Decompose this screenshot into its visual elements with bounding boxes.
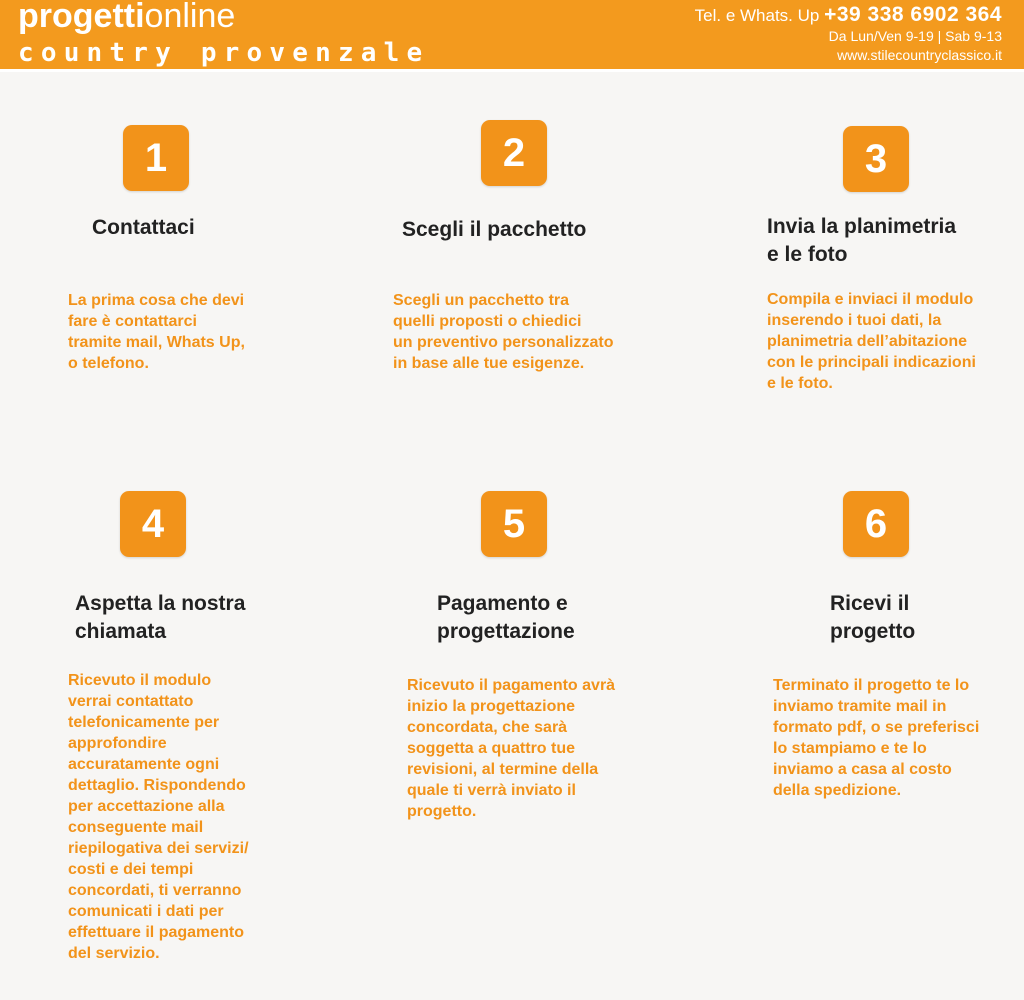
step-5-title (437, 590, 575, 646)
step-title-line: Scegli il pacchetto (402, 218, 587, 241)
step-3-number-badge: 3 (843, 126, 909, 192)
step-title-line: Aspetta la nostra (75, 592, 246, 615)
brand-name-bold: progetti (18, 0, 145, 35)
step-4-description (68, 670, 249, 964)
step-desc-line: per accettazione alla (68, 798, 225, 815)
step-3-description (767, 289, 976, 394)
brand-subtitle: country provenzale (18, 38, 430, 68)
step-desc-line: effettuare il pagamento (68, 924, 245, 941)
step-desc-line: o telefono. (68, 355, 149, 372)
step-desc-line: un preventivo personalizzato (393, 334, 614, 351)
step-desc-line: verrai contattato (68, 693, 194, 710)
step-desc-line: riepilogativa dei servizi/ (68, 840, 249, 857)
step-desc-line: Compila e inviaci il modulo (767, 291, 974, 308)
step-desc-line: Ricevuto il modulo (68, 672, 212, 689)
step-desc-line: comunicati i dati per (68, 903, 224, 920)
step-desc-line: con le principali indicazioni (767, 354, 976, 371)
step-desc-line: Ricevuto il pagamento avrà (407, 677, 616, 694)
step-desc-line: lo stampiamo e te lo (773, 740, 927, 757)
step-desc-line: inviamo a casa al costo (773, 761, 952, 778)
step-2-description (393, 290, 613, 374)
header-banner (0, 0, 1024, 72)
step-4-title (75, 590, 245, 646)
step-desc-line: fare è contattarci (68, 313, 197, 330)
step-desc-line: conseguente mail (68, 819, 204, 836)
step-desc-line: costi e dei tempi (68, 861, 194, 878)
step-desc-line: quale ti verrà inviato il (407, 782, 576, 799)
step-3-title (767, 213, 956, 269)
step-title-line: Contattaci (92, 216, 195, 239)
phone-row (695, 4, 1002, 27)
step-title-line: Ricevi il (830, 592, 910, 615)
step-2-title (402, 216, 586, 244)
opening-hours: Da Lun/Ven 9-19 | Sab 9-13 (828, 28, 1002, 44)
step-desc-line: telefonicamente per (68, 714, 220, 731)
step-desc-line: planimetria dell’abitazione (767, 333, 968, 350)
step-1-description (68, 290, 245, 374)
step-desc-line: Terminato il progetto te lo (773, 677, 970, 694)
step-desc-line: progetto. (407, 803, 477, 820)
website-link[interactable]: www.stilecountryclassico.it (837, 47, 1002, 63)
step-6-title (830, 590, 915, 646)
step-desc-line: dettaglio. Rispondendo (68, 777, 246, 794)
step-title-line: progettazione (437, 620, 575, 643)
step-title-line: chiamata (75, 620, 167, 643)
step-title-line: progetto (830, 620, 916, 643)
step-4-number-badge: 4 (120, 491, 186, 557)
step-desc-line: e le foto. (767, 375, 833, 392)
step-desc-line: inviamo tramite mail in (773, 698, 947, 715)
step-desc-line: del servizio. (68, 945, 160, 962)
step-desc-line: quelli proposti o chiedici (393, 313, 582, 330)
brand-name-light: online (144, 0, 236, 35)
step-2-number-badge: 2 (481, 120, 547, 186)
step-1-title (92, 214, 195, 242)
step-6-number-badge: 6 (843, 491, 909, 557)
contact-info (695, 4, 1002, 65)
step-desc-line: revisioni, al termine della (407, 761, 599, 778)
brand-logo[interactable] (18, 0, 235, 38)
step-desc-line: inserendo i tuoi dati, la (767, 312, 942, 329)
step-6-description (773, 675, 979, 801)
step-desc-line: in base alle tue esigenze. (393, 355, 585, 372)
step-desc-line: accuratamente ogni (68, 756, 220, 773)
step-desc-line: tramite mail, Whats Up, (68, 334, 245, 351)
step-desc-line: soggetta a quattro tue (407, 740, 576, 757)
step-desc-line: approfondire (68, 735, 167, 752)
step-title-line: Invia la planimetria (767, 215, 957, 238)
phone-label: Tel. e Whats. Up (694, 6, 825, 25)
phone-number[interactable]: +39 338 6902 364 (824, 3, 1002, 26)
step-desc-line: formato pdf, o se preferisci (773, 719, 980, 736)
step-title-line: Pagamento e (437, 592, 568, 615)
step-1-number-badge: 1 (123, 125, 189, 191)
step-desc-line: della spedizione. (773, 782, 902, 799)
step-desc-line: concordata, che sarà (407, 719, 568, 736)
step-desc-line: Scegli un pacchetto tra (393, 292, 570, 309)
step-title-line: e le foto (767, 243, 848, 266)
step-desc-line: concordati, ti verranno (68, 882, 242, 899)
step-desc-line: inizio la progettazione (407, 698, 576, 715)
step-5-number-badge: 5 (481, 491, 547, 557)
step-desc-line: La prima cosa che devi (68, 292, 245, 309)
step-5-description (407, 675, 615, 822)
